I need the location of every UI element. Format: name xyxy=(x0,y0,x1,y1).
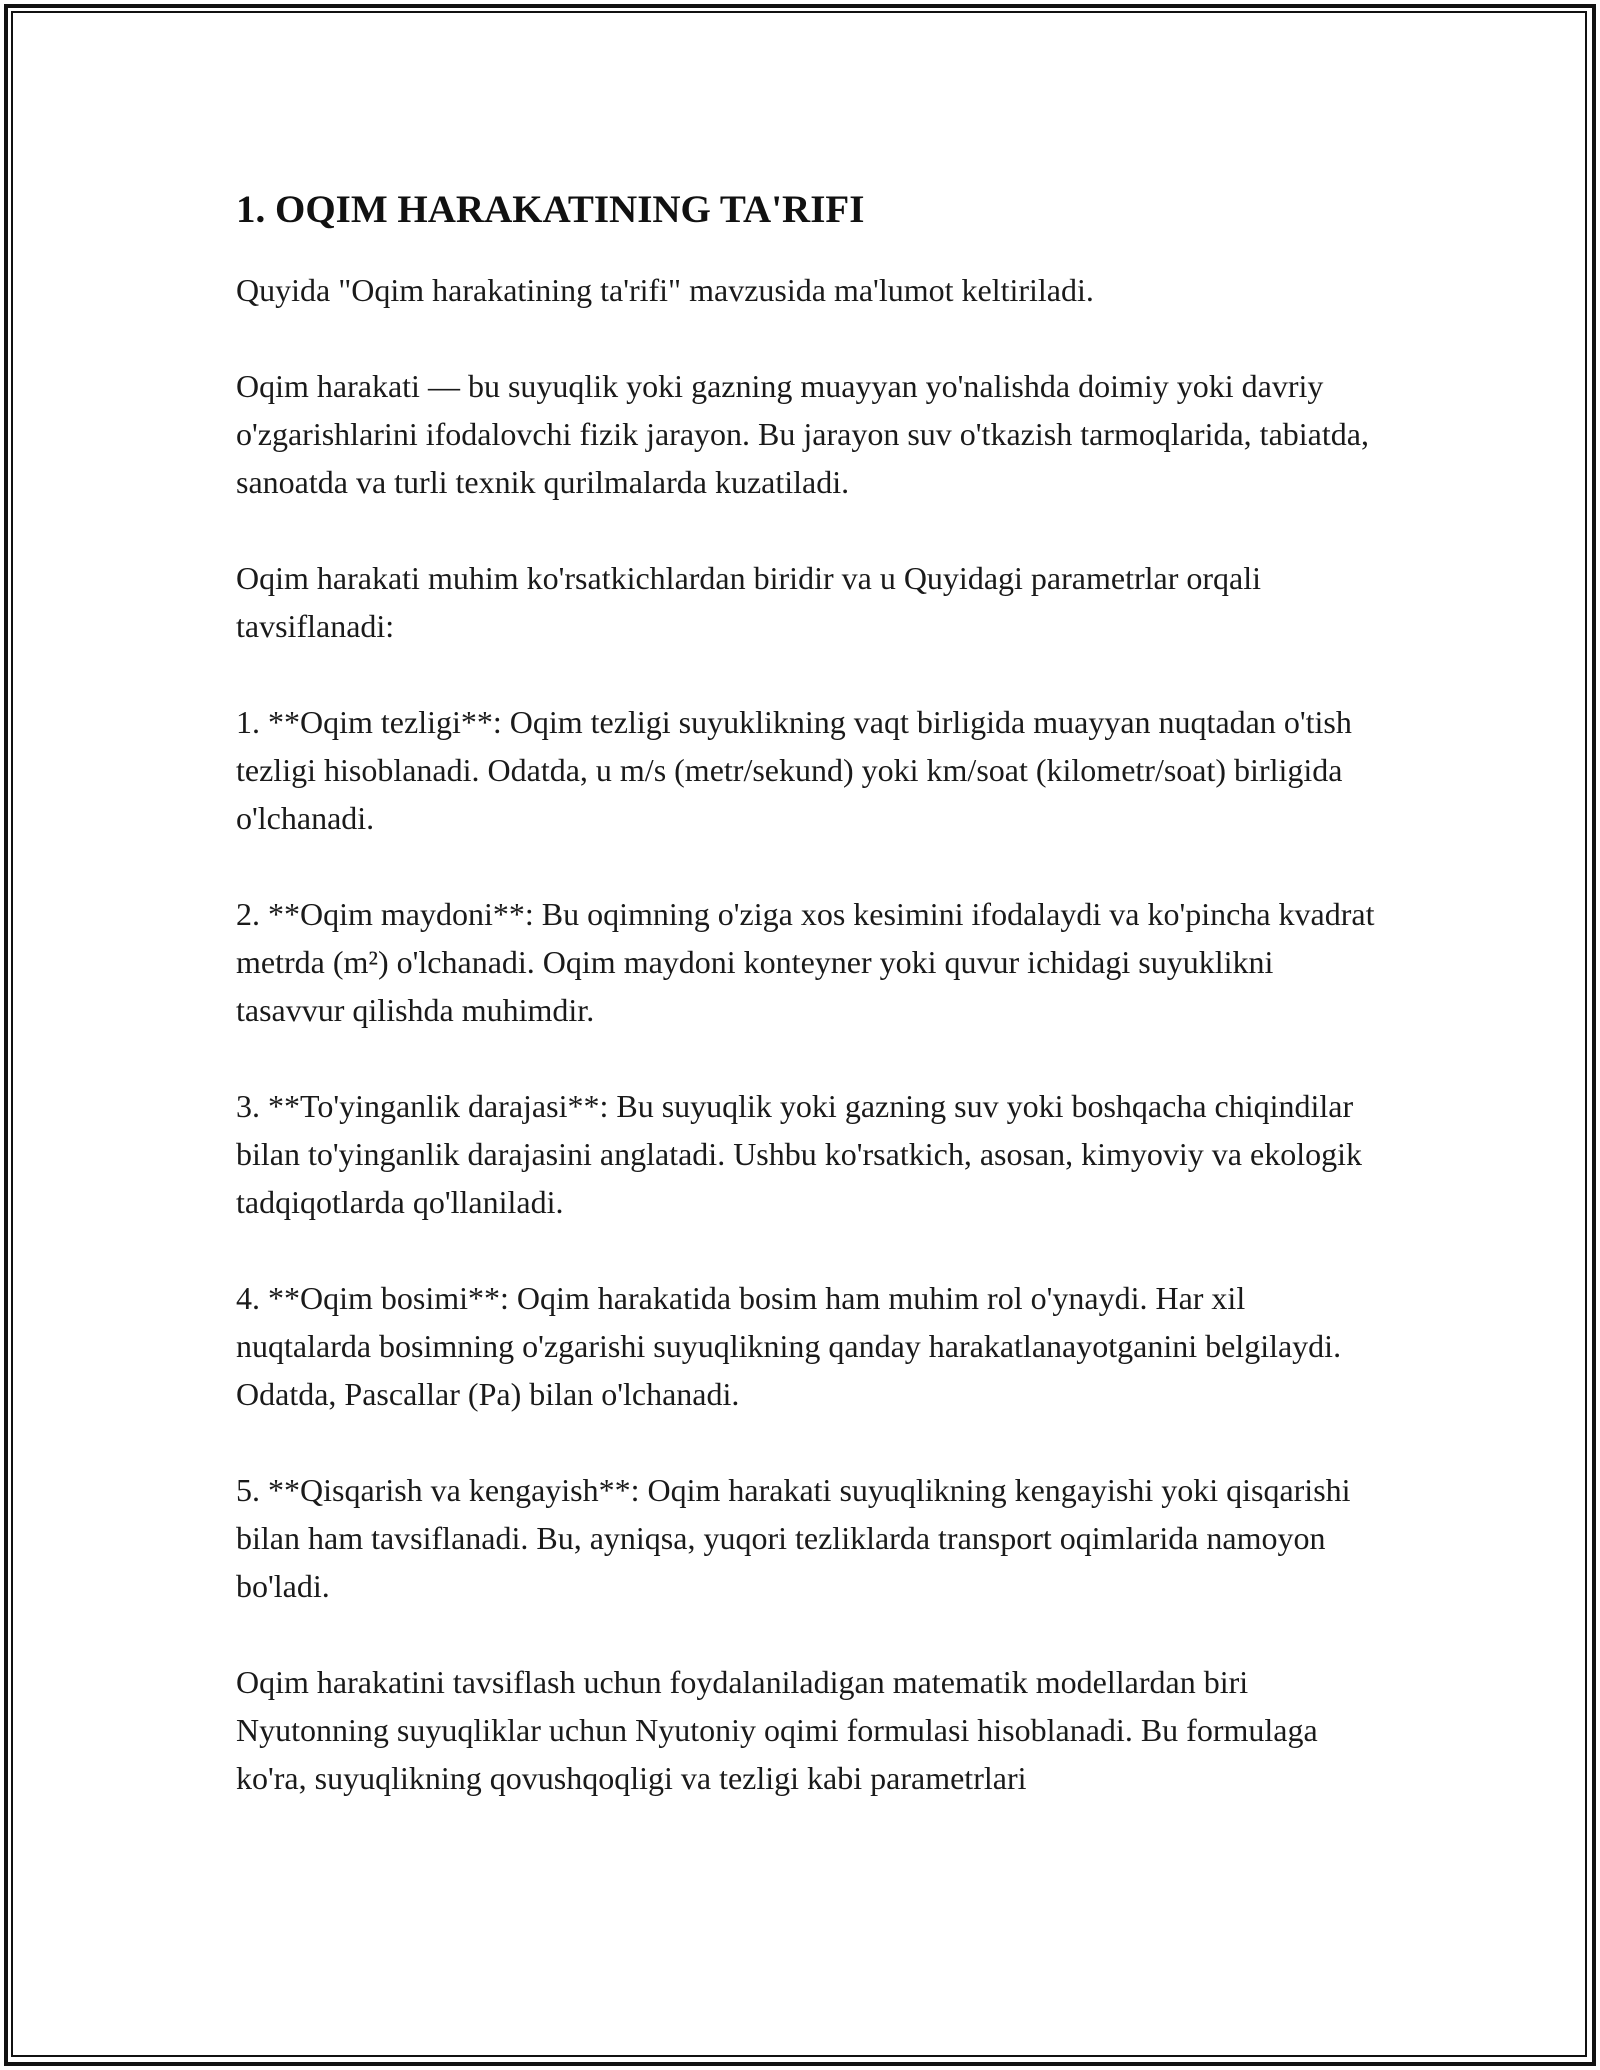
list-item-flow-pressure: 4. **Oqim bosimi**: Oqim harakatida bosim ham muhim rol o'ynaydi. Har xil nuqtalarda bosimning o'zgarishi suyuqlikning qanday harakatlanayotganini belgilaydi. Odatda, Pascallar (Pa) bilan o'lchanadi. xyxy=(236,1280,1342,1412)
list-item-flow-area: 2. **Oqim maydoni**: Bu oqimning o'ziga xos kesimini ifodalaydi va ko'pincha kvadrat metrda (m²) o'lchanadi. Oqim maydoni konteyner yoki quvur ichidagi suyuklikni tasavvur qilishda muhimdir. xyxy=(236,896,1375,1028)
list-item-contraction-expansion: 5. **Qisqarish va kengayish**: Oqim harakati suyuqlikning kengayishi yoki qisqarishi bilan ham tavsiflanadi. Bu, ayniqsa, yuqori tezliklarda transport oqimlarida namoyon bo'ladi. xyxy=(236,1472,1351,1604)
document-page xyxy=(236,186,1386,1802)
definition-paragraph: Oqim harakati — bu suyuqlik yoki gazning muayyan yo'nalishda doimiy yoki davriy o'zgarishlarini ifodalovchi fizik jarayon. Bu jarayon suv o'tkazish tarmoqlarida, tabiatda, sanoatda va turli texnik qurilmalarda kuzatiladi. xyxy=(236,368,1369,500)
list-item-flow-velocity: 1. **Oqim tezligi**: Oqim tezligi suyuklikning vaqt birligida muayyan nuqtadan o'tish tezligi hisoblanadi. Odatda, u m/s (metr/sekund) yoki km/soat (kilometr/soat) birligida o'lchanadi. xyxy=(236,704,1352,836)
intro-paragraph: Quyida "Oqim harakatining ta'rifi" mavzusida ma'lumot keltiriladi. xyxy=(236,272,1094,308)
section-heading: 1. OQIM HARAKATINING TA'RIFI xyxy=(236,188,865,231)
list-item-saturation: 3. **To'yinganlik darajasi**: Bu suyuqlik yoki gazning suv yoki boshqacha chiqindilar bilan to'yinganlik darajasini anglatadi. Ushbu ko'rsatkich, asosan, kimyoviy va ekologik tadqiqotlarda qo'llaniladi. xyxy=(236,1088,1362,1220)
parameters-intro-paragraph: Oqim harakati muhim ko'rsatkichlardan biridir va u Quyidagi parametrlar orqali tavsiflanadi: xyxy=(236,560,1261,644)
math-models-paragraph: Oqim harakatini tavsiflash uchun foydalaniladigan matematik modellardan biri Nyutonning suyuqliklar uchun Nyutoniy oqimi formulasi hisoblanadi. Bu formulaga ko'ra, suyuqlikning qovushqoqligi va tezligi kabi parametrlari xyxy=(236,1664,1318,1796)
